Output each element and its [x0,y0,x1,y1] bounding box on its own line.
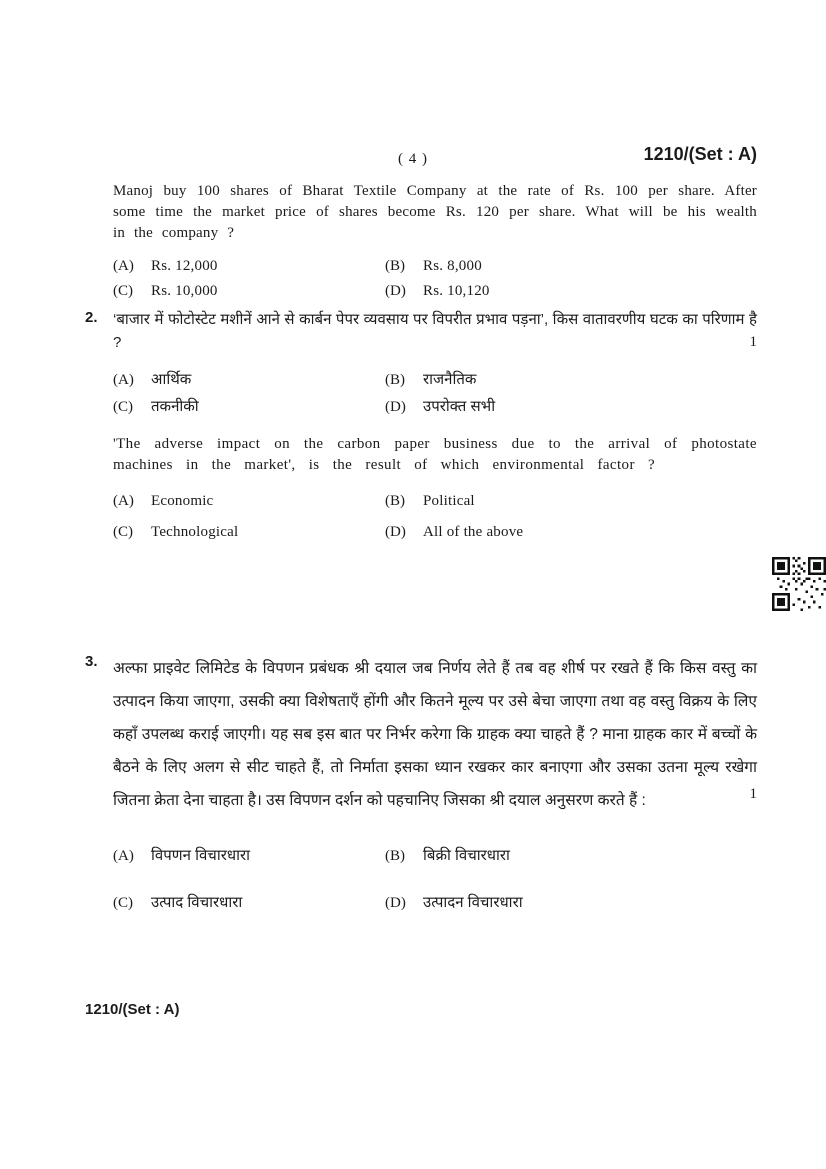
option-label: (C) [113,283,133,299]
option-label: (B) [385,372,405,388]
question-2-hindi-text [113,308,757,354]
option-text: विपणन विचारधारा [151,847,250,864]
footer-set-code: 1210/(Set : A) [85,1001,180,1018]
option-label: (A) [113,258,134,274]
question-1-continuation [113,181,757,300]
option-label: (C) [113,895,133,911]
option-d [385,396,757,416]
option-c [113,396,385,416]
option-label: (D) [385,399,406,415]
option-text: राजनैतिक [423,371,477,388]
option-label: (D) [385,283,406,299]
option-a [113,845,385,865]
question-2-english-options [113,493,757,541]
option-label: (C) [113,524,133,540]
option-label: (A) [113,848,134,864]
question-2-hindi-options [113,369,757,416]
option-c [113,892,385,912]
option-text: उपरोक्त सभी [423,398,496,415]
option-text: बिक्री विचारधारा [423,847,510,864]
option-a [113,493,385,510]
option-text: Rs. 10,000 [151,283,218,299]
question-3-number: 3. [85,653,98,670]
question-3-options [113,845,757,912]
question-2-english-text: 'The adverse impact on the carbon paper business due to the arrival of photostate machines in the market', is the result of which environmental factor ? [113,436,757,473]
option-label: (C) [113,399,133,415]
option-label: (A) [113,493,134,509]
question-3-marks: 1 [749,786,757,802]
option-b [385,493,757,510]
page-number: ( 4 ) [398,151,428,167]
option-text: उत्पादन विचारधारा [423,894,523,911]
option-text: Rs. 10,120 [423,283,490,299]
option-text: तकनीकी [151,398,199,415]
question-1-text: Manoj buy 100 shares of Bharat Textile Company at the rate of Rs. 100 per share. After some time the market price of shares become Rs. 120 per share. What will be his wealth in the company ? [113,183,757,241]
option-label: (B) [385,258,405,274]
option-b [385,369,757,389]
option-text: Rs. 8,000 [423,258,482,274]
question-2-hindi-text-content: ‘बाजार में फोटोस्टेट मशीनें आने से कार्बन पेपर व्यवसाय पर विपरीत प्रभाव पड़ना’, किस वातावरणीय घटक का परिणाम है ? [113,311,757,351]
question-2-number: 2. [85,309,98,326]
qr-code-image [772,557,826,611]
option-text: Technological [151,524,239,540]
question-1-options [113,258,757,300]
question-3 [85,652,757,912]
header-set-code: 1210/(Set : A) [643,144,757,164]
option-label: (D) [385,895,406,911]
option-a [113,369,385,389]
option-b [385,258,757,275]
option-text: All of the above [423,524,524,540]
question-2 [85,308,757,541]
option-b [385,845,757,865]
option-label: (B) [385,848,405,864]
option-a [113,258,385,275]
option-c [113,524,385,541]
option-label: (A) [113,372,134,388]
option-text: Rs. 12,000 [151,258,218,274]
option-c [113,283,385,300]
option-text: Political [423,493,475,509]
question-3-hindi-text-content: अल्फा प्राइवेट लिमिटेड के विपणन प्रबंधक श्री दयाल जब निर्णय लेते हैं तब वह शीर्ष पर रखते हैं कि किस वस्तु का उत्पादन किया जाएगा, उसकी क्या विशेषताएँ होंगी और कितने मूल्य पर उसे बेचा जाएगा तथा वह वस्तु विक्रय के लिए कहाँ उपलब्ध कराई जाएगी। यह सब इस बात पर निर्भर करेगा कि ग्राहक क्या चाहते हैं ? माना ग्राहक कार में बच्चों के बैठने के लिए अलग से सीट चाहते हैं, तो निर्माता इसका ध्यान रखकर कार बनाएगा और उसका उतना मूल्य रखेगा जितना क्रेता देना चाहता है। उस विपणन दर्शन को पहचानिए जिसका श्री दयाल अनुसरण करते हैं : [113,660,757,809]
option-text: उत्पाद विचारधारा [151,894,243,911]
option-text: आर्थिक [151,371,192,388]
option-label: (D) [385,524,406,540]
question-3-hindi-text [113,652,757,817]
question-2-marks: 1 [749,334,757,350]
option-d [385,524,757,541]
option-label: (B) [385,493,405,509]
option-text: Economic [151,493,214,509]
option-d [385,283,757,300]
option-d [385,892,757,912]
